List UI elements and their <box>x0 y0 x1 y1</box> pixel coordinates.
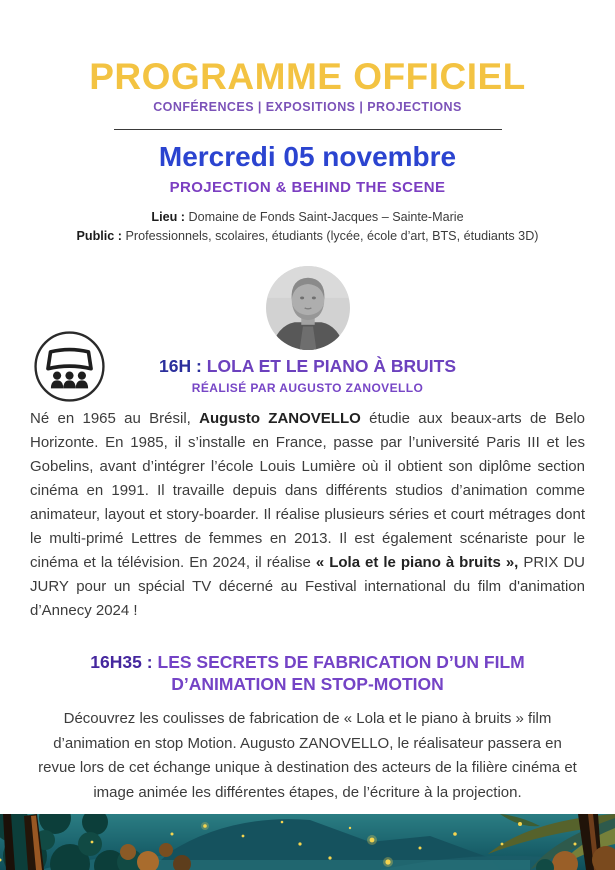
session2-title: LES SECRETS DE FABRICATION D’UN FILM D’ANIMATION EN STOP-MOTION <box>157 652 525 694</box>
page-subtitle: CONFÉRENCES | EXPOSITIONS | PROJECTIONS <box>153 100 462 114</box>
session1-heading <box>30 356 585 376</box>
bio-film-title: « Lola et le piano à bruits », <box>315 554 519 571</box>
session2-time: 16H35 : <box>90 652 153 672</box>
session1-title: LOLA ET LE PIANO À BRUITS <box>206 356 456 376</box>
bio-text: PRIX DU JURY pour un spécial TV décerné au Festival international du film d'animation d’Annecy 2024 ! <box>30 554 585 619</box>
director-biography <box>30 407 585 623</box>
lieu-label: Lieu : <box>151 210 185 224</box>
session1-time: 16H : <box>158 356 202 376</box>
date-heading: Mercredi 05 novembre <box>158 141 457 172</box>
bio-text: Né en 1965 au Brésil, <box>30 410 200 427</box>
session1-credit: RÉALISÉ PAR AUGUSTO ZANOVELLO <box>191 381 424 395</box>
session2-heading <box>35 651 580 695</box>
session-type-heading: PROJECTION & BEHIND THE SCENE <box>169 179 446 196</box>
bio-text: étudie aux beaux-arts de Belo Horizonte. En 1985, il s’installe en France, passe par l’université Paris III et les Gobelins, avant d’intégrer l’école Louis Lumière où il obtient son diplôme section cinéma en 1991. Il travaille depuis dans différents studios d’animation comme animateur, layout et story-boarder. Il réalise plusieurs séries et court métrages dont le multi-primé Lettres de femmes en 2013. Il est également scénariste pour le cinéma et la télévision. En 2024, il réalise <box>30 410 585 571</box>
cinema-audience-icon <box>33 330 106 403</box>
session2-description: Découvrez les coulisses de fabrication de « Lola et le piano à bruits » film d’animation en stop Motion. Augusto ZANOVELLO, le réalisateur passera en revue lors de cet échange unique à destination des acteurs de la filière cinéma et image animée les différentes étapes, de l’écriture à la projection. <box>38 710 577 801</box>
lieu-value: Domaine de Fonds Saint-Jacques – Sainte-Marie <box>188 210 464 224</box>
header-divider <box>114 129 502 130</box>
night-jungle-illustration <box>0 814 615 870</box>
bio-director-name: Augusto ZANOVELLO <box>199 410 361 427</box>
event-meta <box>0 208 615 246</box>
public-line <box>0 227 615 246</box>
page-title: PROGRAMME OFFICIEL <box>89 56 526 97</box>
public-value: Professionnels, scolaires, étudiants (lycée, école d’art, BTS, étudiants 3D) <box>125 229 539 243</box>
lieu-line <box>0 208 615 227</box>
director-portrait-photo <box>266 266 350 350</box>
public-label: Public : <box>76 229 122 243</box>
